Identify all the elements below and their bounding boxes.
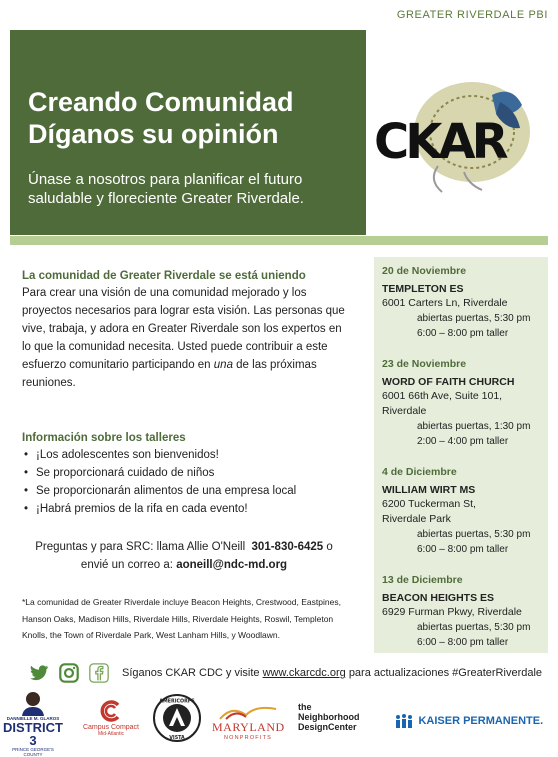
event-workshop: 2:00 – 4:00 pm taller [417,436,509,447]
district-name: DANNIELLE M. GLAROS [6,716,60,721]
contact-or: o [326,541,333,553]
campus-compact-icon [100,700,122,722]
ndc-line1: the [298,702,312,712]
kaiser-icon [394,714,414,728]
maryland-sub: NONPROFITS [223,735,273,741]
instagram-icon[interactable] [58,662,80,684]
portrait-icon [21,690,45,716]
event-address: 6200 Tuckerman St, [382,498,476,510]
intro-body-before: Para crear una visión de una comunidad mejorado y los proyectos necesarios para lograr esta visión. Las personas que vive, trabaja, y adora en Greater Riverdale son los expertos en lo que la comunidad necesita. Usted puede contribuir a este esfuerzo comunitario participando en [22,287,345,371]
website-link[interactable]: www.ckarcdc.org [262,667,346,679]
info-list [22,446,352,518]
district-label: DISTRICT 3 [3,720,63,748]
social-follow-text: Síganos CKAR CDC y visite [122,667,260,679]
contact-email-text: envié un correo a: [80,559,173,571]
info-heading: Información sobre los talleres [22,432,186,444]
event-doors: abiertas puertas, 1:30 pm [417,421,531,432]
americorps-sub: VISTA [169,736,185,741]
event-address: 6001 Carters Ln, Riverdale [382,297,508,309]
event-date: 20 de Noviembre [382,265,467,277]
contact-phone[interactable]: 301-830-6425 [251,541,324,553]
event-item [382,265,540,341]
list-item: • ¡Los adolescentes son bienvenidos! [22,446,352,464]
intro-body-after: de las próximas reuniones. [22,359,317,389]
org-name: GREATER RIVERDALE PBI [396,9,548,21]
event-address: Riverdale [382,405,427,417]
event-venue: BEACON HEIGHTS ES [382,592,495,604]
social-bar [28,661,558,685]
maryland-nonprofits-logo [212,706,284,741]
event-address: Riverdale Park [382,513,451,525]
hero-title [28,86,348,150]
event-date: 13 de Diciembre [382,574,463,586]
ckar-logo-text: CKAR [374,114,505,170]
maryland-icon [216,706,280,720]
campus-compact-sub: Mid-Atlantic [97,731,125,737]
social-after-text: para actualizaciones #GreaterRiverdale [348,667,543,679]
facebook-icon[interactable] [88,662,110,684]
district-sub: PRINCE GEORGE'S COUNTY [12,747,54,757]
event-venue: WORD OF FAITH CHURCH [382,376,515,388]
list-item: • Se proporcionará cuidado de niños [22,464,352,482]
twitter-icon[interactable] [28,662,50,684]
social-text [122,667,542,679]
neighborhood-design-center-logo [298,702,378,732]
campus-compact-logo [76,700,146,737]
event-workshop: 6:00 – 8:00 pm taller [417,328,509,339]
event-address: 6929 Furman Pkwy, Riverdale [382,606,522,618]
americorps-text: AMERICORPS [159,699,195,705]
event-item [382,466,540,557]
event-doors: abiertas puertas, 5:30 pm [417,313,531,324]
intro-body-italic: una [213,359,233,371]
event-venue: TEMPLETON ES [382,283,464,295]
ckar-logo [372,80,542,200]
divider-band [10,236,548,245]
event-item [382,358,540,449]
main-content [22,270,352,644]
ndc-line3: DesignCenter [298,722,357,732]
event-workshop: 6:00 – 8:00 pm taller [417,544,509,555]
event-date: 4 de Diciembre [382,466,457,478]
campus-compact-text: Campus Compact [82,724,140,731]
event-address: 6001 66th Ave, Suite 101, [382,390,503,402]
sponsors-bar [0,690,558,757]
events-panel [374,257,548,653]
kaiser-permanente-logo [394,712,558,730]
americorps-icon [153,694,201,742]
maryland-text: MARYLAND [212,720,285,734]
hero-title-line2: Díganos su opinión [28,119,279,149]
event-doors: abiertas puertas, 5:30 pm [417,529,531,540]
americorps-vista-logo [152,694,202,744]
event-item [382,574,540,650]
hero-title-line1: Creando Comunidad [28,87,294,117]
event-venue: WILLIAM WIRT MS [382,484,476,496]
district3-logo [2,690,64,757]
ckar-logo-graphic [372,80,542,200]
contact-email[interactable]: aoneill@ndc-md.org [176,559,288,571]
kaiser-text: KAISER PERMANENTE. [418,714,544,727]
intro-body [22,284,352,392]
list-item: • Se proporcionarán alimentos de una empresa local [22,482,352,500]
event-date: 23 de Noviembre [382,358,467,370]
hero-subtitle: Únase a nosotros para planificar el futuro saludable y floreciente Greater Riverdale. [28,171,304,207]
intro-heading: La comunidad de Greater Riverdale se está uniendo [22,270,306,282]
event-doors: abiertas puertas, 5:30 pm [417,622,531,633]
contact-info [22,538,352,574]
contact-text: Preguntas y para SRC: llama Allie O'Neill [35,541,246,553]
list-item: • ¡Habrá premios de la rifa en cada evento! [22,500,352,518]
footnote: *La comunidad de Greater Riverdale incluye Beacon Heights, Crestwood, Eastpines, Hanson Oaks, Madison Hills, Riverdale Hills, Riverdale Heights, Roswil, Templeton Knolls, the Town of Riverdale Park, West Lanham Hills, y Woodlawn. [22,597,341,640]
event-workshop: 6:00 – 8:00 pm taller [417,637,509,648]
hero-banner [10,30,366,235]
ndc-line2: Neighborhood [298,712,360,722]
